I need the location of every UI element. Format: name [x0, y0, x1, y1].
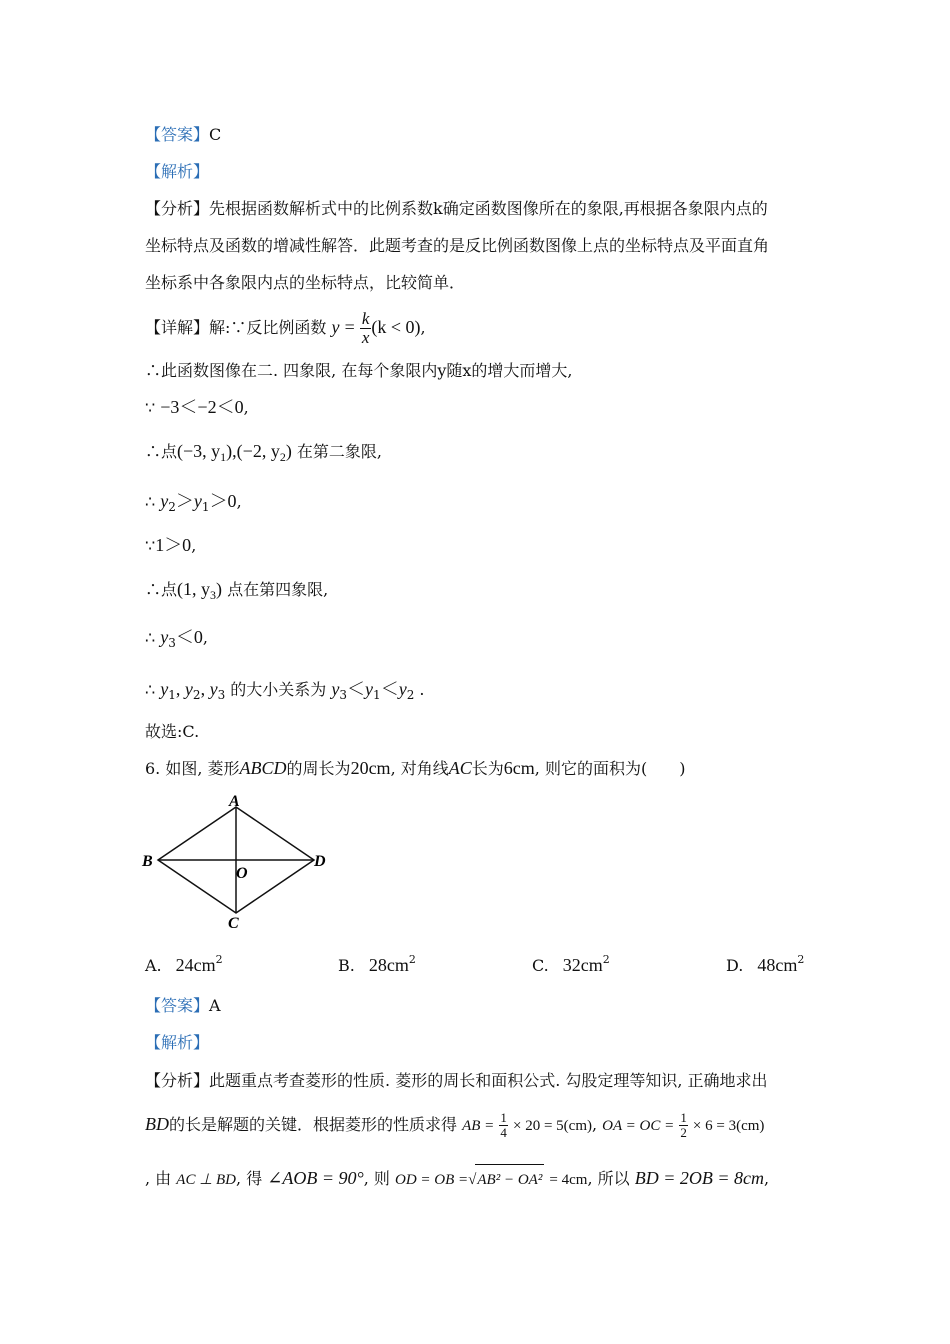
- subscript: 1: [201, 500, 210, 514]
- q6-question: [145, 757, 685, 780]
- q5-fenxi-line1: [145, 198, 768, 220]
- fenxi-text: 此题重点考查菱形的性质. 菱形的周长和面积公式. 勾股定理等知识, 正确地求出: [209, 1071, 768, 1090]
- math-expr: × 6 = 3(cm): [692, 1118, 765, 1134]
- point-2: [236, 441, 292, 464]
- y-order: [331, 679, 415, 702]
- math-ab: AB =: [462, 1118, 495, 1134]
- q5-step8: [145, 678, 425, 706]
- q5-answer-line: [145, 124, 221, 146]
- question-text: 的周长为: [286, 759, 351, 778]
- q5-fenxi-line2: [145, 235, 769, 257]
- math-y: y: [184, 679, 193, 699]
- math-y: y: [160, 679, 169, 699]
- q5-step5: [145, 534, 196, 557]
- label-a: A: [229, 793, 240, 810]
- question-text: 如图, 菱形: [165, 759, 240, 778]
- math-expr: = 4cm: [549, 1172, 588, 1188]
- math-y: y: [331, 317, 340, 337]
- math-y: y: [193, 491, 202, 511]
- therefore-text: ∴点: [145, 580, 178, 599]
- q5-step4: [145, 490, 242, 518]
- punct: .: [419, 680, 425, 699]
- point-text: (−2, y: [236, 441, 280, 461]
- math-oa: OA = OC =: [602, 1118, 675, 1134]
- detail-tag: 【详解】: [145, 318, 210, 337]
- math-od: OD = OB =: [395, 1172, 469, 1188]
- math-cond: (k < 0): [371, 317, 421, 337]
- option-letter: D.: [726, 956, 744, 975]
- math-y: y: [398, 679, 407, 699]
- math-abcd: ABCD: [239, 758, 287, 778]
- rhombus-figure: [140, 790, 340, 940]
- question-text: 长为: [471, 759, 504, 778]
- math-y: y: [160, 491, 169, 511]
- fenxi-text: 的长是解题的关键．根据菱形的性质求得: [169, 1115, 458, 1134]
- option-value: 48cm: [757, 955, 798, 975]
- therefore-text: ∴点: [145, 442, 178, 461]
- sqrt-radicand: AB² − OA²: [475, 1164, 544, 1195]
- option-exponent: 2: [215, 953, 223, 966]
- point-close: ): [285, 441, 292, 461]
- math-expr: ＞0: [209, 491, 237, 511]
- frac-num: k: [361, 309, 370, 328]
- option-exponent: 2: [602, 953, 610, 966]
- option-letter: A.: [145, 956, 162, 975]
- fenxi-text: 先根据函数解析式中的比例系数k确定函数图像所在的象限,再根据各象限内点的: [209, 199, 768, 218]
- step-text: 的大小关系为: [230, 680, 327, 699]
- fraction-half: [679, 1111, 688, 1140]
- comma: ,: [200, 679, 210, 699]
- punct: ,: [191, 536, 197, 555]
- subscript: 1: [373, 688, 381, 702]
- math-angle: ∠AOB = 90°: [267, 1168, 364, 1188]
- answer-tag: 【答案】: [145, 996, 210, 1015]
- q5-detail-line: [145, 306, 426, 348]
- option-d[interactable]: [726, 953, 804, 976]
- option-exponent: 2: [408, 953, 416, 966]
- punct: ,: [243, 398, 249, 417]
- sqrt-symbol: √: [468, 1172, 477, 1188]
- q5-analysis-line: [145, 161, 209, 183]
- since-symbol: ∵: [145, 398, 156, 417]
- q6-analysis-line: [145, 1032, 209, 1054]
- q5-step9: [145, 721, 199, 743]
- math-y: y: [365, 679, 374, 699]
- fenxi-text: 坐标特点及函数的增减性解答．此题考查的是反比例函数图像上点的坐标特点及平面直角: [145, 236, 770, 255]
- subscript: 2: [192, 688, 201, 702]
- point-text: (1, y: [177, 579, 211, 599]
- math-y: y: [209, 679, 218, 699]
- option-value: 32cm: [562, 955, 603, 975]
- math-y: y: [331, 679, 340, 699]
- therefore-symbol: ∴: [145, 628, 156, 647]
- step-text: ∴此函数图像在二. 四象限, 在每个象限内y随x的增大而增大,: [145, 361, 573, 380]
- option-a[interactable]: [145, 953, 223, 976]
- option-value: 28cm: [368, 955, 409, 975]
- option-letter: C.: [532, 956, 549, 975]
- option-value: 24cm: [175, 955, 216, 975]
- since-symbol: ∵: [145, 536, 156, 555]
- math-expr: 1＞0: [155, 535, 192, 555]
- fenxi-tag: 【分析】: [145, 199, 210, 218]
- fenxi-text: , 得: [236, 1169, 263, 1188]
- frac-den: 2: [680, 1125, 687, 1140]
- fraction-quarter: [499, 1111, 508, 1140]
- option-c[interactable]: [532, 953, 610, 976]
- option-exponent: 2: [797, 953, 805, 966]
- math-op: ＜: [380, 679, 399, 699]
- subscript: 3: [168, 636, 176, 650]
- q5-step1: [145, 360, 573, 382]
- math-bd-eq: BD = 2OB = 8cm: [634, 1168, 765, 1188]
- question-text: , 则它的面积为( ): [534, 759, 686, 778]
- label-b: B: [142, 853, 153, 870]
- q6-fenxi-line2: [145, 1104, 764, 1144]
- step-text: 故选:C.: [145, 722, 200, 741]
- answer-value: A: [209, 996, 221, 1015]
- analysis-tag: 【解析】: [145, 1033, 210, 1052]
- math-bd: BD: [145, 1114, 169, 1134]
- point-close: ): [216, 579, 223, 599]
- q5-fenxi-line3: [145, 272, 465, 294]
- frac-num: 1: [500, 1110, 507, 1125]
- subscript: 1: [168, 688, 176, 702]
- analysis-tag: 【解析】: [145, 162, 210, 181]
- math-y: y: [160, 627, 169, 647]
- subscript: 3: [339, 688, 348, 702]
- math-expr: × 20 = 5(cm): [513, 1118, 592, 1134]
- q5-step3: [145, 440, 382, 468]
- label-o: O: [236, 865, 248, 882]
- punct: ,: [202, 628, 209, 647]
- detail-text: 解:∵反比例函数: [209, 318, 327, 337]
- question-number: 6.: [145, 759, 161, 778]
- math-expr: −3＜−2＜0: [160, 397, 244, 417]
- therefore-symbol: ∴: [145, 680, 156, 699]
- q6-answer-line: [145, 995, 221, 1017]
- therefore-symbol: ∴: [145, 492, 156, 511]
- subscript: 3: [210, 588, 217, 602]
- q5-step6: [145, 578, 328, 606]
- frac-den: 4: [500, 1125, 507, 1140]
- q6-fenxi-line1: [145, 1070, 768, 1092]
- question-text: , 对角线: [390, 759, 449, 778]
- punct: ,: [236, 492, 242, 511]
- fenxi-text: , 则: [363, 1169, 390, 1188]
- math-op: ＜: [347, 679, 366, 699]
- fenxi-text: 坐标系中各象限内点的坐标特点，比较简单．: [145, 273, 466, 292]
- math-ac: AC: [448, 758, 472, 778]
- answer-value: C: [209, 125, 222, 144]
- q5-step7: [145, 626, 208, 654]
- comma: ,: [175, 679, 185, 699]
- point-close: ),: [226, 441, 237, 461]
- option-letter: B.: [338, 956, 355, 975]
- q6-fenxi-line3: [145, 1163, 769, 1193]
- label-d: D: [314, 853, 326, 870]
- math-op: ＞: [175, 491, 194, 511]
- math-ac-length: 6cm: [503, 758, 535, 778]
- fraction-k-over-x: [360, 310, 372, 347]
- fenxi-text: , 由: [145, 1169, 172, 1188]
- subscript: 3: [217, 688, 226, 702]
- frac-den: x: [361, 328, 370, 347]
- q5-step2: [145, 396, 249, 419]
- fenxi-tag: 【分析】: [145, 1071, 210, 1090]
- answer-tag: 【答案】: [145, 125, 210, 144]
- point-3: [177, 579, 223, 602]
- punct: ,: [591, 1115, 598, 1134]
- option-b[interactable]: [338, 953, 416, 976]
- point-1: [177, 441, 237, 464]
- punct: ,: [764, 1169, 770, 1188]
- punct: ,: [420, 318, 426, 337]
- y-list: [160, 679, 226, 702]
- step-text: 在第二象限,: [296, 442, 383, 461]
- fenxi-text: , 所以: [587, 1169, 630, 1188]
- point-text: (−3, y: [177, 441, 221, 461]
- math-perp: AC ⊥ BD: [176, 1172, 237, 1188]
- step-text: 点在第四象限,: [227, 580, 329, 599]
- math-eq: =: [344, 317, 355, 337]
- math-perimeter: 20cm: [350, 758, 391, 778]
- label-c: C: [228, 915, 239, 932]
- subscript: 1: [220, 450, 227, 464]
- subscript: 2: [168, 500, 176, 514]
- subscript: 2: [279, 450, 286, 464]
- frac-num: 1: [680, 1110, 687, 1125]
- subscript: 2: [406, 688, 415, 702]
- math-expr: ＜0: [175, 627, 203, 647]
